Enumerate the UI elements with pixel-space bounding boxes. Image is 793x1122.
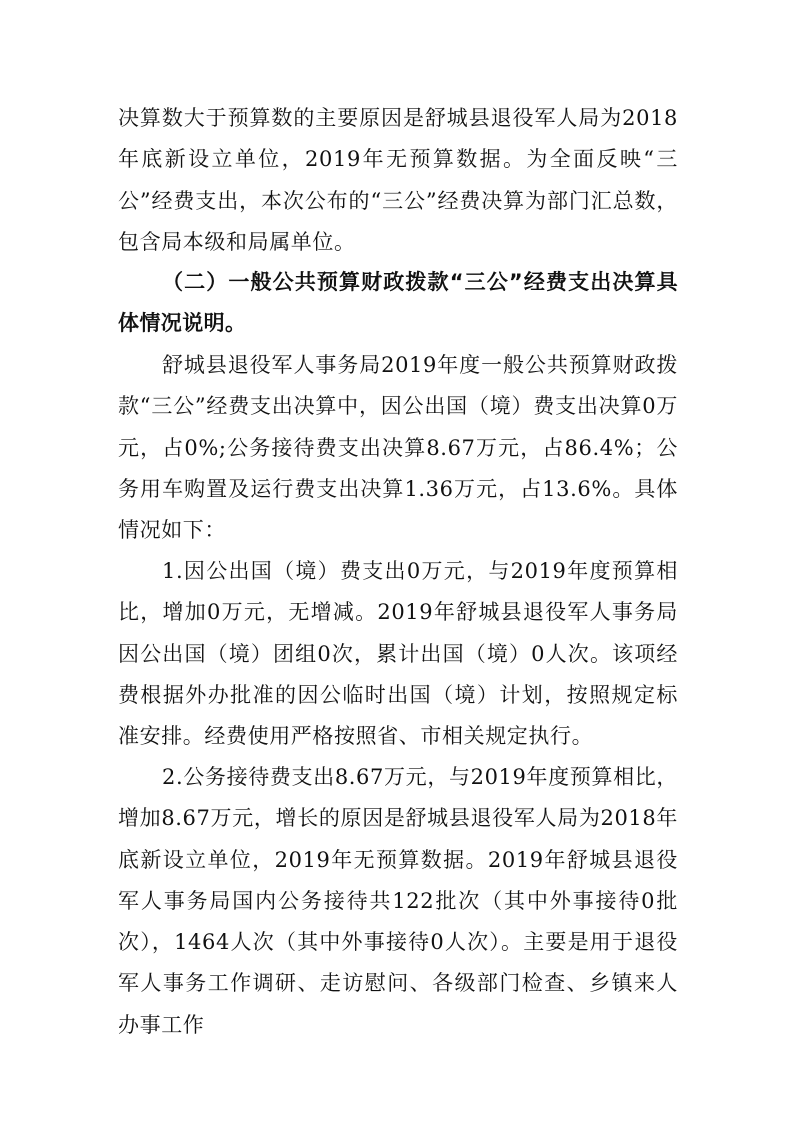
paragraph-official-reception: 2.公务接待费支出8.67万元，与2019年度预算相比，增加8.67万元，增长的原因是舒城县退役军人局为2018年底新设立单位，2019年无预算数据。2019年舒城县退役军人事务局国内公务接待共122批次（其中外事接待0批次），1464人次（其中外事接待0人次）。主要是用于退役军人事务工作调研、走访慰问、各级部门检查、乡镇来人办事工作: [118, 765, 678, 1037]
section-heading-three-public-expenses: （二）一般公共预算财政拨款“三公”经费支出决算具体情况说明。: [118, 270, 678, 336]
paragraph-overseas-travel: 1.因公出国（境）费支出0万元，与2019年度预算相比，增加0万元，无增减。2019年舒城县退役军人事务局因公出国（境）团组0次，累计出国（境）0人次。该项经费根据外办批准的因公临时出国（境）计划，按照规定标准安排。经费使用严格按照省、市相关规定执行。: [118, 559, 678, 749]
paragraph-expense-overview: 舒城县退役军人事务局2019年度一般公共预算财政拨款“三公”经费支出决算中，因公出国（境）费支出决算0万元，占0%;公务接待费支出决算8.67万元，占86.4%；公务用车购置及运行费支出决算1.36万元，占13.6%。具体情况如下：: [118, 353, 678, 543]
paragraph-budget-reason: 决算数大于预算数的主要原因是舒城县退役军人局为2018年底新设立单位，2019年无预算数据。为全面反映“三公”经费支出，本次公布的“三公”经费决算为部门汇总数，包含局本级和局属单位。: [118, 106, 678, 254]
